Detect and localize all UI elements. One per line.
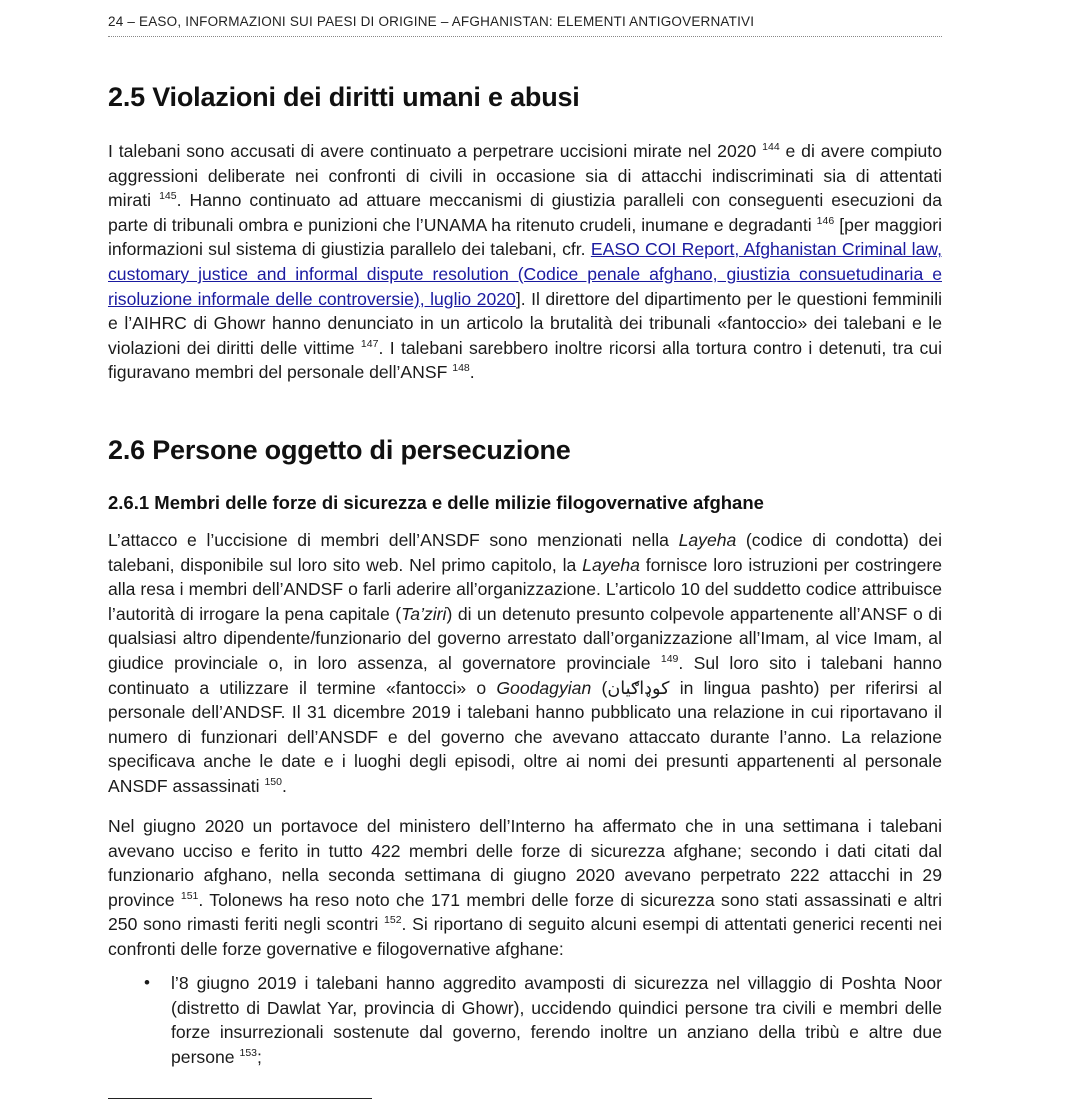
- footnote-ref-146[interactable]: 146: [816, 214, 835, 227]
- footnote-ref-150[interactable]: 150: [264, 775, 282, 788]
- bullet-icon: •: [144, 973, 150, 992]
- text-run: (codice di condotta) dei talebani, disponibile sul loro sito web. Nel primo capitolo, la: [108, 530, 943, 575]
- running-header-text: 24 – EASO, INFORMAZIONI SUI PAESI DI ORIGINE – AFGHANISTAN: ELEMENTI ANTIGOVERNATIVI: [108, 14, 755, 29]
- text-run: . I talebani sarebbero inoltre ricorsi alla tortura contro i detenuti, tra cui figuravano membri del personale dell’ANSF: [108, 337, 942, 383]
- pashto-term: کوډاګیان: [607, 677, 670, 698]
- italic-term-goodagyian: Goodagyian: [496, 677, 592, 698]
- running-header: [108, 14, 942, 37]
- footnote-ref-153[interactable]: 153: [239, 1046, 258, 1059]
- text-run: ;: [257, 1046, 262, 1067]
- italic-term-taziri: Ta’ziri: [401, 603, 447, 624]
- footnote-ref-144[interactable]: 144: [762, 141, 780, 153]
- attack-examples-list: [108, 971, 942, 1069]
- list-item: [108, 971, 942, 1069]
- text-run: L’attacco e l’uccisione di membri dell’ANSDF sono menzionati nella: [108, 530, 679, 550]
- section-2-5-paragraph: [108, 139, 942, 385]
- section-2-6-heading: 2.6 Persone oggetto di persecuzione: [108, 435, 571, 465]
- text-run: . Hanno continuato ad attuare meccanismi di giustizia paralleli con conseguenti esecuzioni da parte di tribunali ombra e punizioni che l’UNAMA ha ritenuto crudeli, inumane e degradanti: [108, 190, 942, 235]
- text-run: . Sul loro sito i talebani hanno continuato a utilizzare il termine «fantocci» o: [108, 652, 943, 698]
- italic-term-layeha: Layeha: [678, 530, 737, 550]
- italic-term-layeha: Layeha: [582, 554, 640, 575]
- section-2-5-heading: 2.5 Violazioni dei diritti umani e abusi: [108, 82, 580, 112]
- footnote-separator: [108, 1098, 372, 1099]
- text-run: (: [591, 677, 608, 698]
- text-run: ]. Il direttore del dipartimento per le questioni femminili e l’AIHRC di Ghowr hanno denunciato in un articolo la brutalità dei tribunali «fantoccio» dei talebani e le violazioni dei diritti delle vittime: [108, 288, 943, 358]
- subsection-2-6-1-heading: 2.6.1 Membri delle forze di sicurezza e delle milizie filogovernative afghane: [108, 492, 764, 513]
- footnote-ref-148[interactable]: 148: [452, 362, 470, 375]
- text-run: fornisce loro istruzioni per costringere alla resa i membri dell’ANDSF o farli aderire all’organizzazione. L’articolo 10 del suddetto codice attribuisce l’autorità di irrogare la pena capitale (: [108, 554, 942, 624]
- text-run: . Si riportano di seguito alcuni esempi di attentati generici recenti nei confronti delle forze governative e filogovernative afghane:: [108, 914, 943, 959]
- text-run: e di avere compiuto aggressioni deliberate nei confronti di civili in occasione sia di attacchi indiscriminati sia di attentati mirati: [108, 141, 942, 211]
- footnote-ref-145[interactable]: 145: [159, 190, 177, 203]
- subsection-2-6-1-paragraph-2: [108, 814, 942, 962]
- footnote-ref-152[interactable]: 152: [384, 914, 402, 927]
- text-run: .: [281, 775, 287, 796]
- text-run: .: [469, 362, 475, 383]
- footnote-ref-147[interactable]: 147: [360, 337, 379, 350]
- text-run: [per maggiori informazioni sul sistema di giustizia parallelo dei talebani, cfr.: [108, 214, 942, 260]
- subsection-2-6-1-paragraph-1: [108, 528, 942, 799]
- easo-coi-report-link[interactable]: EASO COI Report, Afghanistan Criminal law, customary justice and informal dispute resolution (Codice penale afghano, giustizia consuetudinaria e risoluzione informale delle controversie), luglio 2020: [108, 239, 942, 309]
- text-run: in lingua pashto) per riferirsi al personale dell’ANDSF. Il 31 dicembre 2019 i talebani hanno pubblicato una relazione in cui riportavano il numero di funzionari dell’ANSDF e del governo che avevano attaccato durante l’anno. La relazione specificava anche le date e i luoghi degli episodi, oltre ai nomi dei presunti appartenenti al personale ANSDF assassinati: [108, 677, 942, 796]
- footnote-ref-149[interactable]: 149: [660, 652, 679, 665]
- text-run: Nel giugno 2020 un portavoce del ministero dell’Interno ha affermato che in una settimana i talebani avevano ucciso e ferito in tutto 422 membri delle forze di sicurezza afghane; secondo i dati citati dal funzionario afghano, nella seconda settimana di giugno 2020 avevano perpetrato 222 attacchi in 29 province: [108, 816, 942, 910]
- text-run: ) di un detenuto presunto colpevole appartenente all’ANSF o di qualsiasi altro dipendente/funzionario del governo arrestato dall’organizzazione all’Imam, al vice Imam, al giudice provinciale o, in loro assenza, al governatore provinciale: [108, 603, 942, 673]
- text-run: I talebani sono accusati di avere continuato a perpetrare uccisioni mirate nel 2020: [108, 141, 757, 161]
- text-run: l’8 giugno 2019 i talebani hanno aggredito avamposti di sicurezza nel villaggio di Poshta Noor (distretto di Dawlat Yar, provincia di Ghowr), uccidendo quindici persone tra civili e membri delle forze insurrezionali sostenute dal governo, ferendo inoltre un anziano della tribù e altre due persone: [171, 973, 942, 1067]
- footnote-ref-151[interactable]: 151: [180, 889, 199, 902]
- text-run: . Tolonews ha reso noto che 171 membri delle forze di sicurezza sono stati assassinati e altri 250 sono rimasti feriti negli scontri: [108, 889, 942, 935]
